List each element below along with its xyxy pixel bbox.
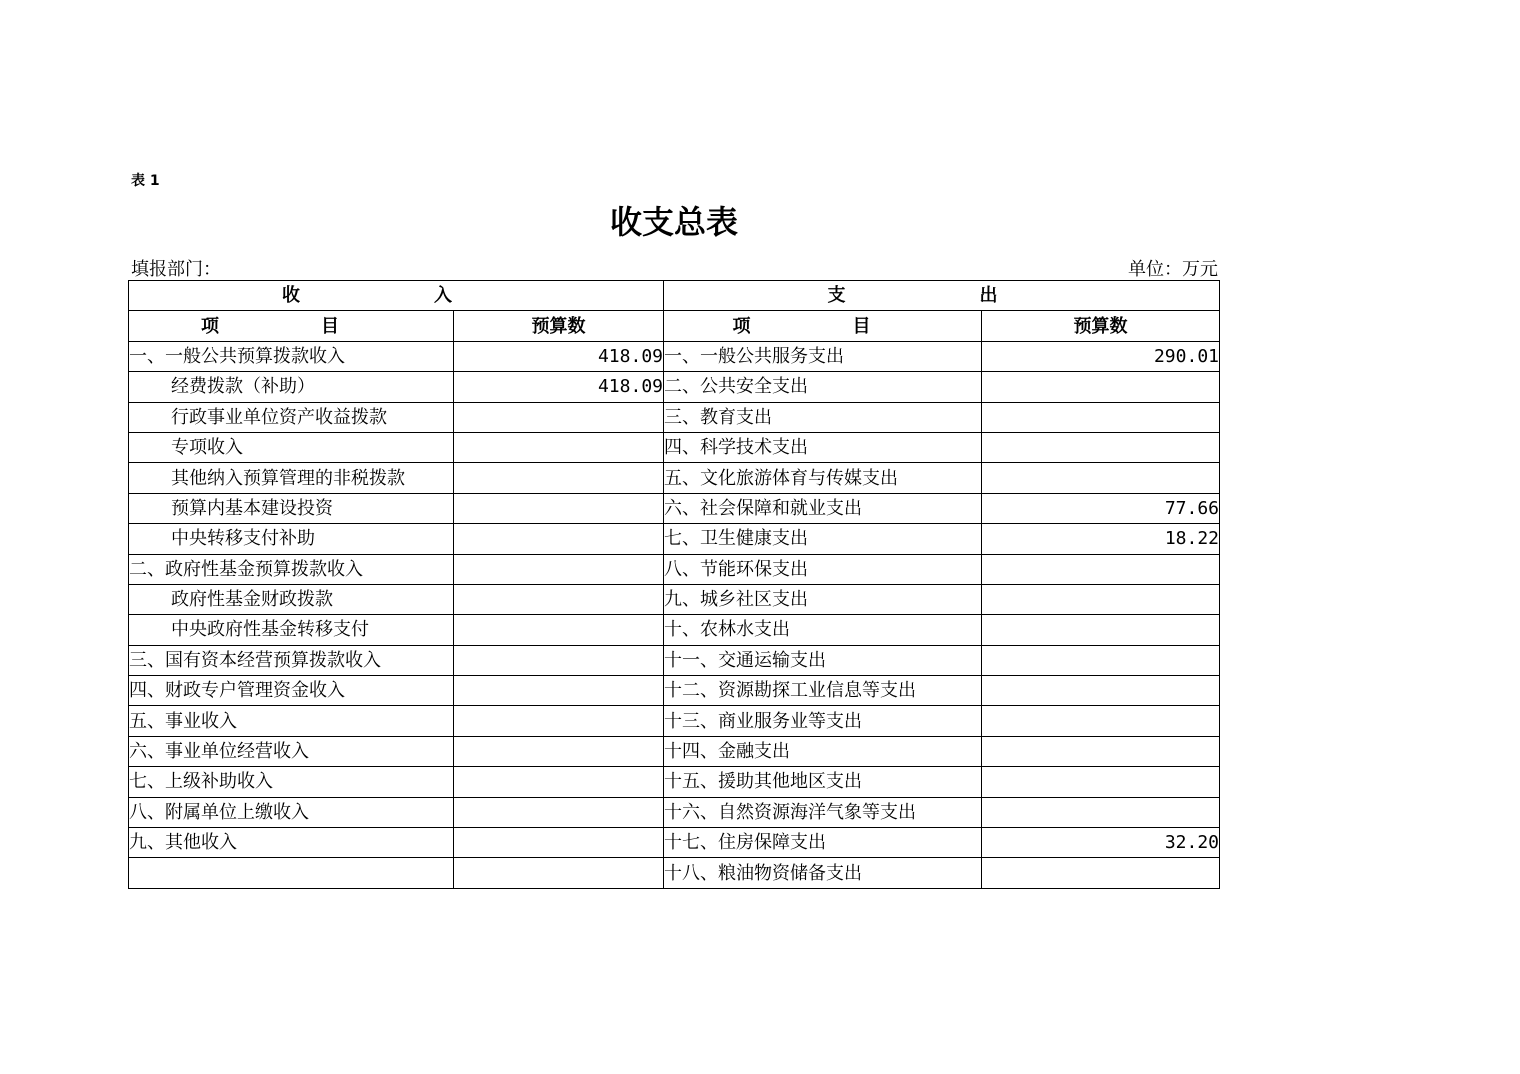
table-row xyxy=(129,615,1220,645)
income-item-cell: 七、上级补助收入 xyxy=(129,767,454,797)
income-amount-cell xyxy=(454,706,664,736)
income-amount-cell xyxy=(454,554,664,584)
income-item-cell: 行政事业单位资产收益拨款 xyxy=(129,402,454,432)
income-amount-cell xyxy=(454,493,664,523)
table-row xyxy=(129,706,1220,736)
expense-amount-cell xyxy=(982,797,1220,827)
expense-amount-cell xyxy=(982,615,1220,645)
expense-item-header: 项 目 xyxy=(664,311,982,341)
table-row xyxy=(129,341,1220,371)
income-item-header: 项 目 xyxy=(129,311,454,341)
income-item-cell: 八、附属单位上缴收入 xyxy=(129,797,454,827)
income-amount-cell xyxy=(454,615,664,645)
table-row xyxy=(129,493,1220,523)
expense-amount-cell xyxy=(982,402,1220,432)
income-item-cell xyxy=(129,858,454,888)
income-amount-cell xyxy=(454,524,664,554)
income-amount-cell: 418.09 xyxy=(454,372,664,402)
expense-item-cell: 六、社会保障和就业支出 xyxy=(664,493,982,523)
expense-amount-cell xyxy=(982,706,1220,736)
income-budget-header: 预算数 xyxy=(454,311,664,341)
income-item-cell: 六、事业单位经营收入 xyxy=(129,736,454,766)
column-header-row xyxy=(129,311,1220,341)
table-row xyxy=(129,372,1220,402)
expense-amount-cell: 290.01 xyxy=(982,341,1220,371)
income-item-cell: 预算内基本建设投资 xyxy=(129,493,454,523)
income-item-cell: 九、其他收入 xyxy=(129,828,454,858)
income-amount-cell xyxy=(454,432,664,462)
table-row xyxy=(129,524,1220,554)
income-amount-cell xyxy=(454,584,664,614)
income-item-cell: 中央政府性基金转移支付 xyxy=(129,615,454,645)
income-item-cell: 专项收入 xyxy=(129,432,454,462)
table-row xyxy=(129,432,1220,462)
expense-budget-header: 预算数 xyxy=(982,311,1220,341)
income-item-cell: 一、一般公共预算拨款收入 xyxy=(129,341,454,371)
expense-item-cell: 十四、金融支出 xyxy=(664,736,982,766)
income-amount-cell xyxy=(454,736,664,766)
income-item-cell: 三、国有资本经营预算拨款收入 xyxy=(129,645,454,675)
expense-amount-cell xyxy=(982,736,1220,766)
expense-amount-cell xyxy=(982,554,1220,584)
table-row xyxy=(129,402,1220,432)
expense-item-cell: 十三、商业服务业等支出 xyxy=(664,706,982,736)
table-row xyxy=(129,584,1220,614)
table-row xyxy=(129,676,1220,706)
income-item-cell: 其他纳入预算管理的非税拨款 xyxy=(129,463,454,493)
income-expense-summary-table xyxy=(128,280,1220,889)
expense-item-cell: 十七、住房保障支出 xyxy=(664,828,982,858)
income-amount-cell xyxy=(454,858,664,888)
income-group-header: 收 入 xyxy=(129,281,664,311)
group-header-row xyxy=(129,281,1220,311)
income-amount-cell xyxy=(454,767,664,797)
expense-item-cell: 三、教育支出 xyxy=(664,402,982,432)
income-amount-cell xyxy=(454,797,664,827)
expense-amount-cell xyxy=(982,372,1220,402)
expense-amount-cell: 77.66 xyxy=(982,493,1220,523)
expense-amount-cell xyxy=(982,463,1220,493)
expense-item-cell: 十五、援助其他地区支出 xyxy=(664,767,982,797)
expense-group-header: 支 出 xyxy=(664,281,1220,311)
income-item-cell: 五、事业收入 xyxy=(129,706,454,736)
table-row xyxy=(129,858,1220,888)
expense-amount-cell xyxy=(982,676,1220,706)
expense-amount-cell xyxy=(982,432,1220,462)
expense-item-cell: 十二、资源勘探工业信息等支出 xyxy=(664,676,982,706)
income-amount-cell xyxy=(454,645,664,675)
income-item-cell: 四、财政专户管理资金收入 xyxy=(129,676,454,706)
table-row xyxy=(129,645,1220,675)
table-row xyxy=(129,797,1220,827)
income-item-cell: 二、政府性基金预算拨款收入 xyxy=(129,554,454,584)
table-number-label: 表 1 xyxy=(131,173,160,189)
expense-amount-cell xyxy=(982,858,1220,888)
income-item-cell: 政府性基金财政拨款 xyxy=(129,584,454,614)
expense-amount-cell: 18.22 xyxy=(982,524,1220,554)
expense-item-cell: 七、卫生健康支出 xyxy=(664,524,982,554)
expense-amount-cell xyxy=(982,584,1220,614)
income-amount-cell xyxy=(454,828,664,858)
unit-label: 单位：万元 xyxy=(1128,259,1218,280)
expense-item-cell: 五、文化旅游体育与传媒支出 xyxy=(664,463,982,493)
table-row xyxy=(129,828,1220,858)
income-amount-cell xyxy=(454,676,664,706)
table-row xyxy=(129,767,1220,797)
expense-item-cell: 二、公共安全支出 xyxy=(664,372,982,402)
income-amount-cell xyxy=(454,402,664,432)
expense-item-cell: 十、农林水支出 xyxy=(664,615,982,645)
expense-item-cell: 十六、自然资源海洋气象等支出 xyxy=(664,797,982,827)
income-amount-cell: 418.09 xyxy=(454,341,664,371)
expense-amount-cell: 32.20 xyxy=(982,828,1220,858)
income-item-cell: 经费拨款（补助） xyxy=(129,372,454,402)
reporting-department-label: 填报部门： xyxy=(131,259,221,280)
expense-item-cell: 十八、粮油物资储备支出 xyxy=(664,858,982,888)
expense-item-cell: 九、城乡社区支出 xyxy=(664,584,982,614)
expense-item-cell: 一、一般公共服务支出 xyxy=(664,341,982,371)
page-title: 收支总表 xyxy=(609,203,738,241)
table-row xyxy=(129,554,1220,584)
income-item-cell: 中央转移支付补助 xyxy=(129,524,454,554)
expense-item-cell: 八、节能环保支出 xyxy=(664,554,982,584)
expense-item-cell: 四、科学技术支出 xyxy=(664,432,982,462)
income-amount-cell xyxy=(454,463,664,493)
expense-amount-cell xyxy=(982,645,1220,675)
expense-item-cell: 十一、交通运输支出 xyxy=(664,645,982,675)
expense-amount-cell xyxy=(982,767,1220,797)
table-row xyxy=(129,463,1220,493)
table-row xyxy=(129,736,1220,766)
